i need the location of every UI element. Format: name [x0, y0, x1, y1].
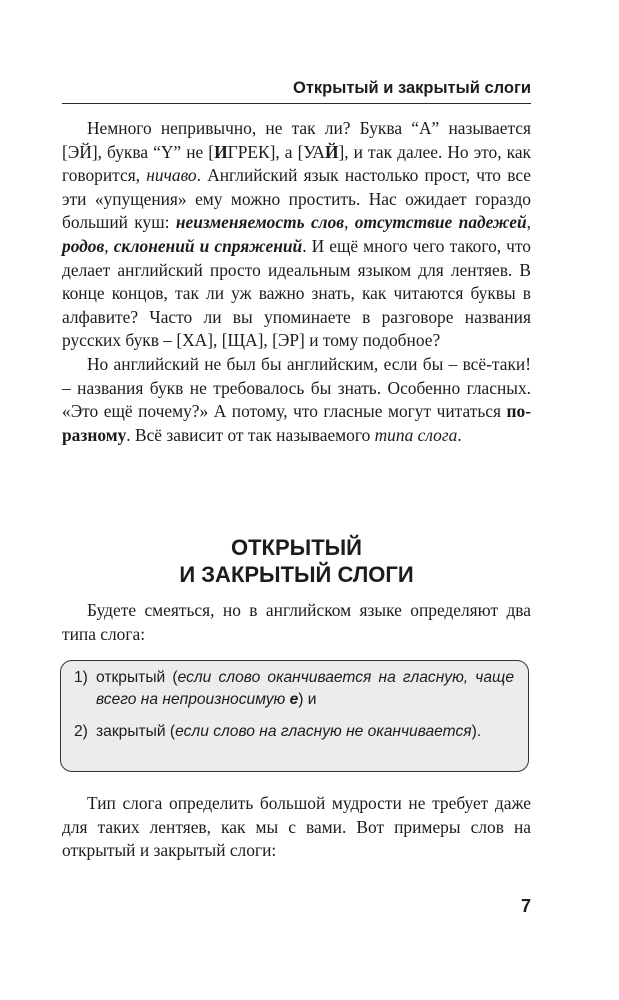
section-heading-line-1: ОТКРЫТЫЙ	[231, 535, 362, 560]
section-heading	[62, 534, 531, 588]
page-number: 7	[520, 896, 531, 916]
list-item-closed-syllable: 2) закрытый (если слово на гласную не оканчивается).	[74, 723, 482, 740]
section-heading-line-2: И ЗАКРЫТЫЙ СЛОГИ	[179, 562, 414, 587]
list-item-open-syllable: 1) открытый (если слово оканчивается на гласную, чаще всего на непроизносимую e) и	[74, 669, 514, 708]
running-head: Открытый и закрытый слоги	[62, 78, 531, 104]
body-text	[62, 117, 531, 447]
intro-text: Будете смеяться, но в английском языке определяют два типа слога:	[62, 600, 531, 644]
syllable-types-box	[60, 660, 529, 772]
closing-text: Тип слога определить большой мудрости не требует даже для таких лентяев, как мы с вами. Вот примеры слов на открытый и закрытый слоги:	[62, 793, 531, 861]
paragraph-2: Но английский не был бы английским, если бы – всё-таки! – названия букв не требовалось бы знать. Особенно гласных. «Это ещё почему?» А потому, что гласные могут читаться по-разному. Всё зависит от так называемого типа слога.	[62, 353, 531, 445]
paragraph-1: Немного непривычно, не так ли? Буква “А” называется [ЭЙ], буква “Y” не [ИГРЕК], а [УАЙ], и так далее. Но это, как говорится, ничаво. Английский язык настолько прост, что все эти «упущения» ему можно простить. Нас ожидает гораздо больший куш: неизменяемость слов, отсутствие падежей, родов, склонений и спряжений. И ещё много чего такого, что делает английский просто идеальным языком для лентяев. В конце концов, так ли уж важно знать, как читаются буквы в алфавите? Часто ли вы упоминаете в разговоре названия русских букв – [ХА], [ЩА], [ЭР] и тому подобное?	[62, 118, 532, 351]
